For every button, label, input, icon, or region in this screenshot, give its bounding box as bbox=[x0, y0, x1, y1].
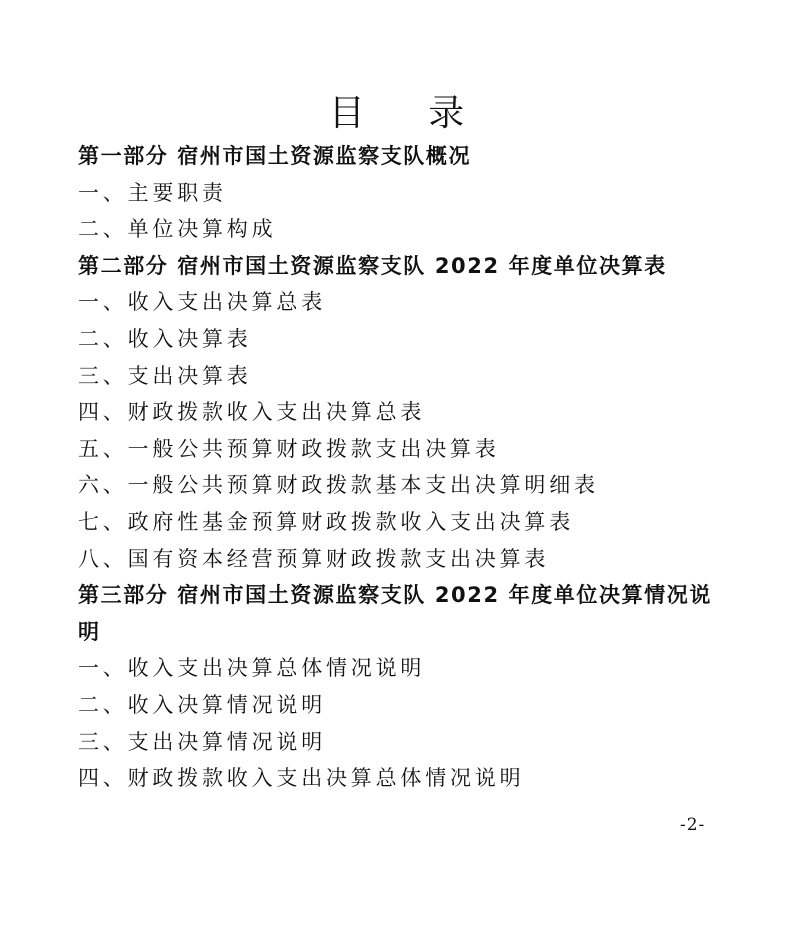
toc-item: 二、单位决算构成 bbox=[78, 217, 277, 242]
toc-item: 二、收入决算情况说明 bbox=[78, 692, 326, 717]
page-number: -2- bbox=[680, 815, 706, 835]
part-heading: 第一部分 宿州市国土资源监察支队概况 bbox=[78, 144, 472, 168]
part-heading: 第二部分 宿州市国土资源监察支队 2022 年度单位决算表 bbox=[78, 253, 667, 278]
toc-item: 七、政府性基金预算财政拨款收入支出决算表 bbox=[78, 509, 574, 534]
table-of-contents bbox=[78, 138, 718, 797]
toc-item: 四、财政拨款收入支出决算总表 bbox=[78, 400, 426, 425]
page-title: 目 录 bbox=[328, 93, 491, 134]
toc-item: 八、国有资本经营预算财政拨款支出决算表 bbox=[78, 546, 550, 571]
toc-item: 一、主要职责 bbox=[78, 180, 227, 205]
part-heading: 第三部分 宿州市国土资源监察支队 2022 年度单位决算情况说明 bbox=[78, 583, 712, 644]
toc-item: 三、支出决算表 bbox=[78, 363, 252, 388]
toc-item: 五、一般公共预算财政拨款支出决算表 bbox=[78, 436, 500, 461]
toc-item: 一、收入支出决算总表 bbox=[78, 290, 326, 315]
toc-item: 四、财政拨款收入支出决算总体情况说明 bbox=[78, 766, 525, 791]
toc-item: 三、支出决算情况说明 bbox=[78, 729, 326, 754]
toc-item: 二、收入决算表 bbox=[78, 326, 252, 351]
toc-item: 六、一般公共预算财政拨款基本支出决算明细表 bbox=[78, 473, 599, 498]
toc-item: 一、收入支出决算总体情况说明 bbox=[78, 656, 426, 681]
